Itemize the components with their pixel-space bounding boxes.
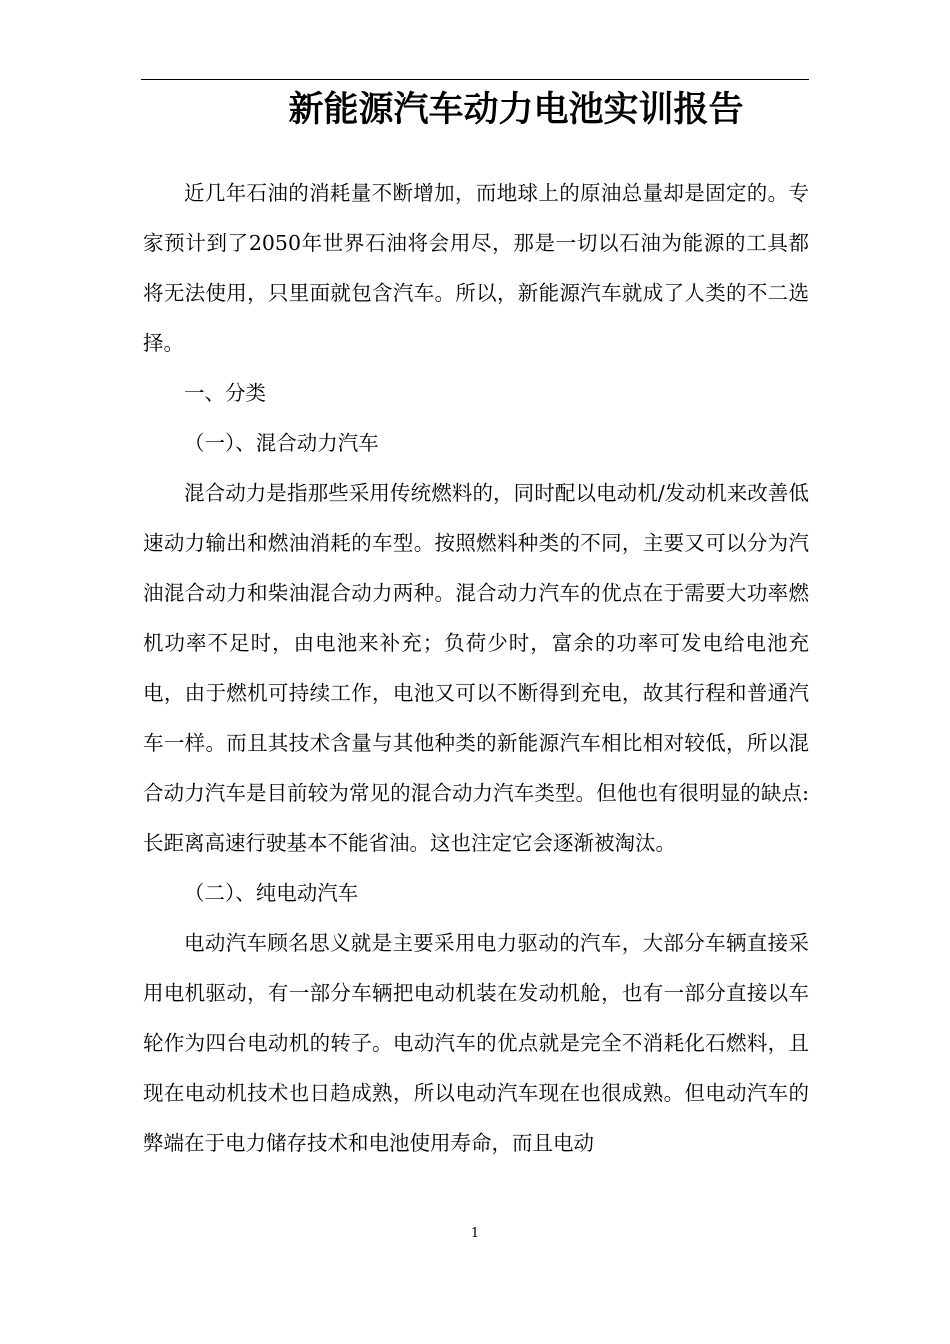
page-number: 1: [470, 1226, 480, 1241]
heading-classification: 一、分类: [184, 381, 266, 405]
document-body: [143, 168, 809, 1168]
document-title: 新能源汽车动力电池实训报告: [288, 90, 744, 130]
paragraph-intro: 近几年石油的消耗量不断增加，而地球上的原油总量却是固定的。专家预计到了2050年世界石油将会用尽，那是一切以石油为能源的工具都将无法使用，只里面就包含汽车。所以，新能源汽车就成了人类的不二选择。: [143, 181, 809, 355]
header-rule: [141, 79, 809, 80]
subheading-hybrid: （一）、混合动力汽车: [184, 431, 379, 455]
paragraph-hybrid: 混合动力是指那些采用传统燃料的，同时配以电动机/发动机来改善低速动力输出和燃油消耗的车型。按照燃料种类的不同，主要又可以分为汽油混合动力和柴油混合动力两种。混合动力汽车的优点在于需要大功率燃机功率不足时，由电池来补充；负荷少时，富余的功率可发电给电池充电，由于燃机可持续工作，电池又可以不断得到充电，故其行程和普通汽车一样。而且其技术含量与其他种类的新能源汽车相比相对较低，所以混合动力汽车是目前较为常见的混合动力汽车类型。但他也有很明显的缺点:长距离高速行驶基本不能省油。这也注定它会逐渐被淘汰。: [143, 481, 809, 855]
subheading-electric: （二）、纯电动汽车: [184, 881, 359, 905]
paragraph-electric: 电动汽车顾名思义就是主要采用电力驱动的汽车，大部分车辆直接采用电机驱动，有一部分车辆把电动机装在发动机舱，也有一部分直接以车轮作为四台电动机的转子。电动汽车的优点就是完全不消耗化石燃料，且现在电动机技术也日趋成熟，所以电动汽车现在也很成熟。但电动汽车的弊端在于电力储存技术和电池使用寿命，而且电动: [143, 931, 809, 1155]
